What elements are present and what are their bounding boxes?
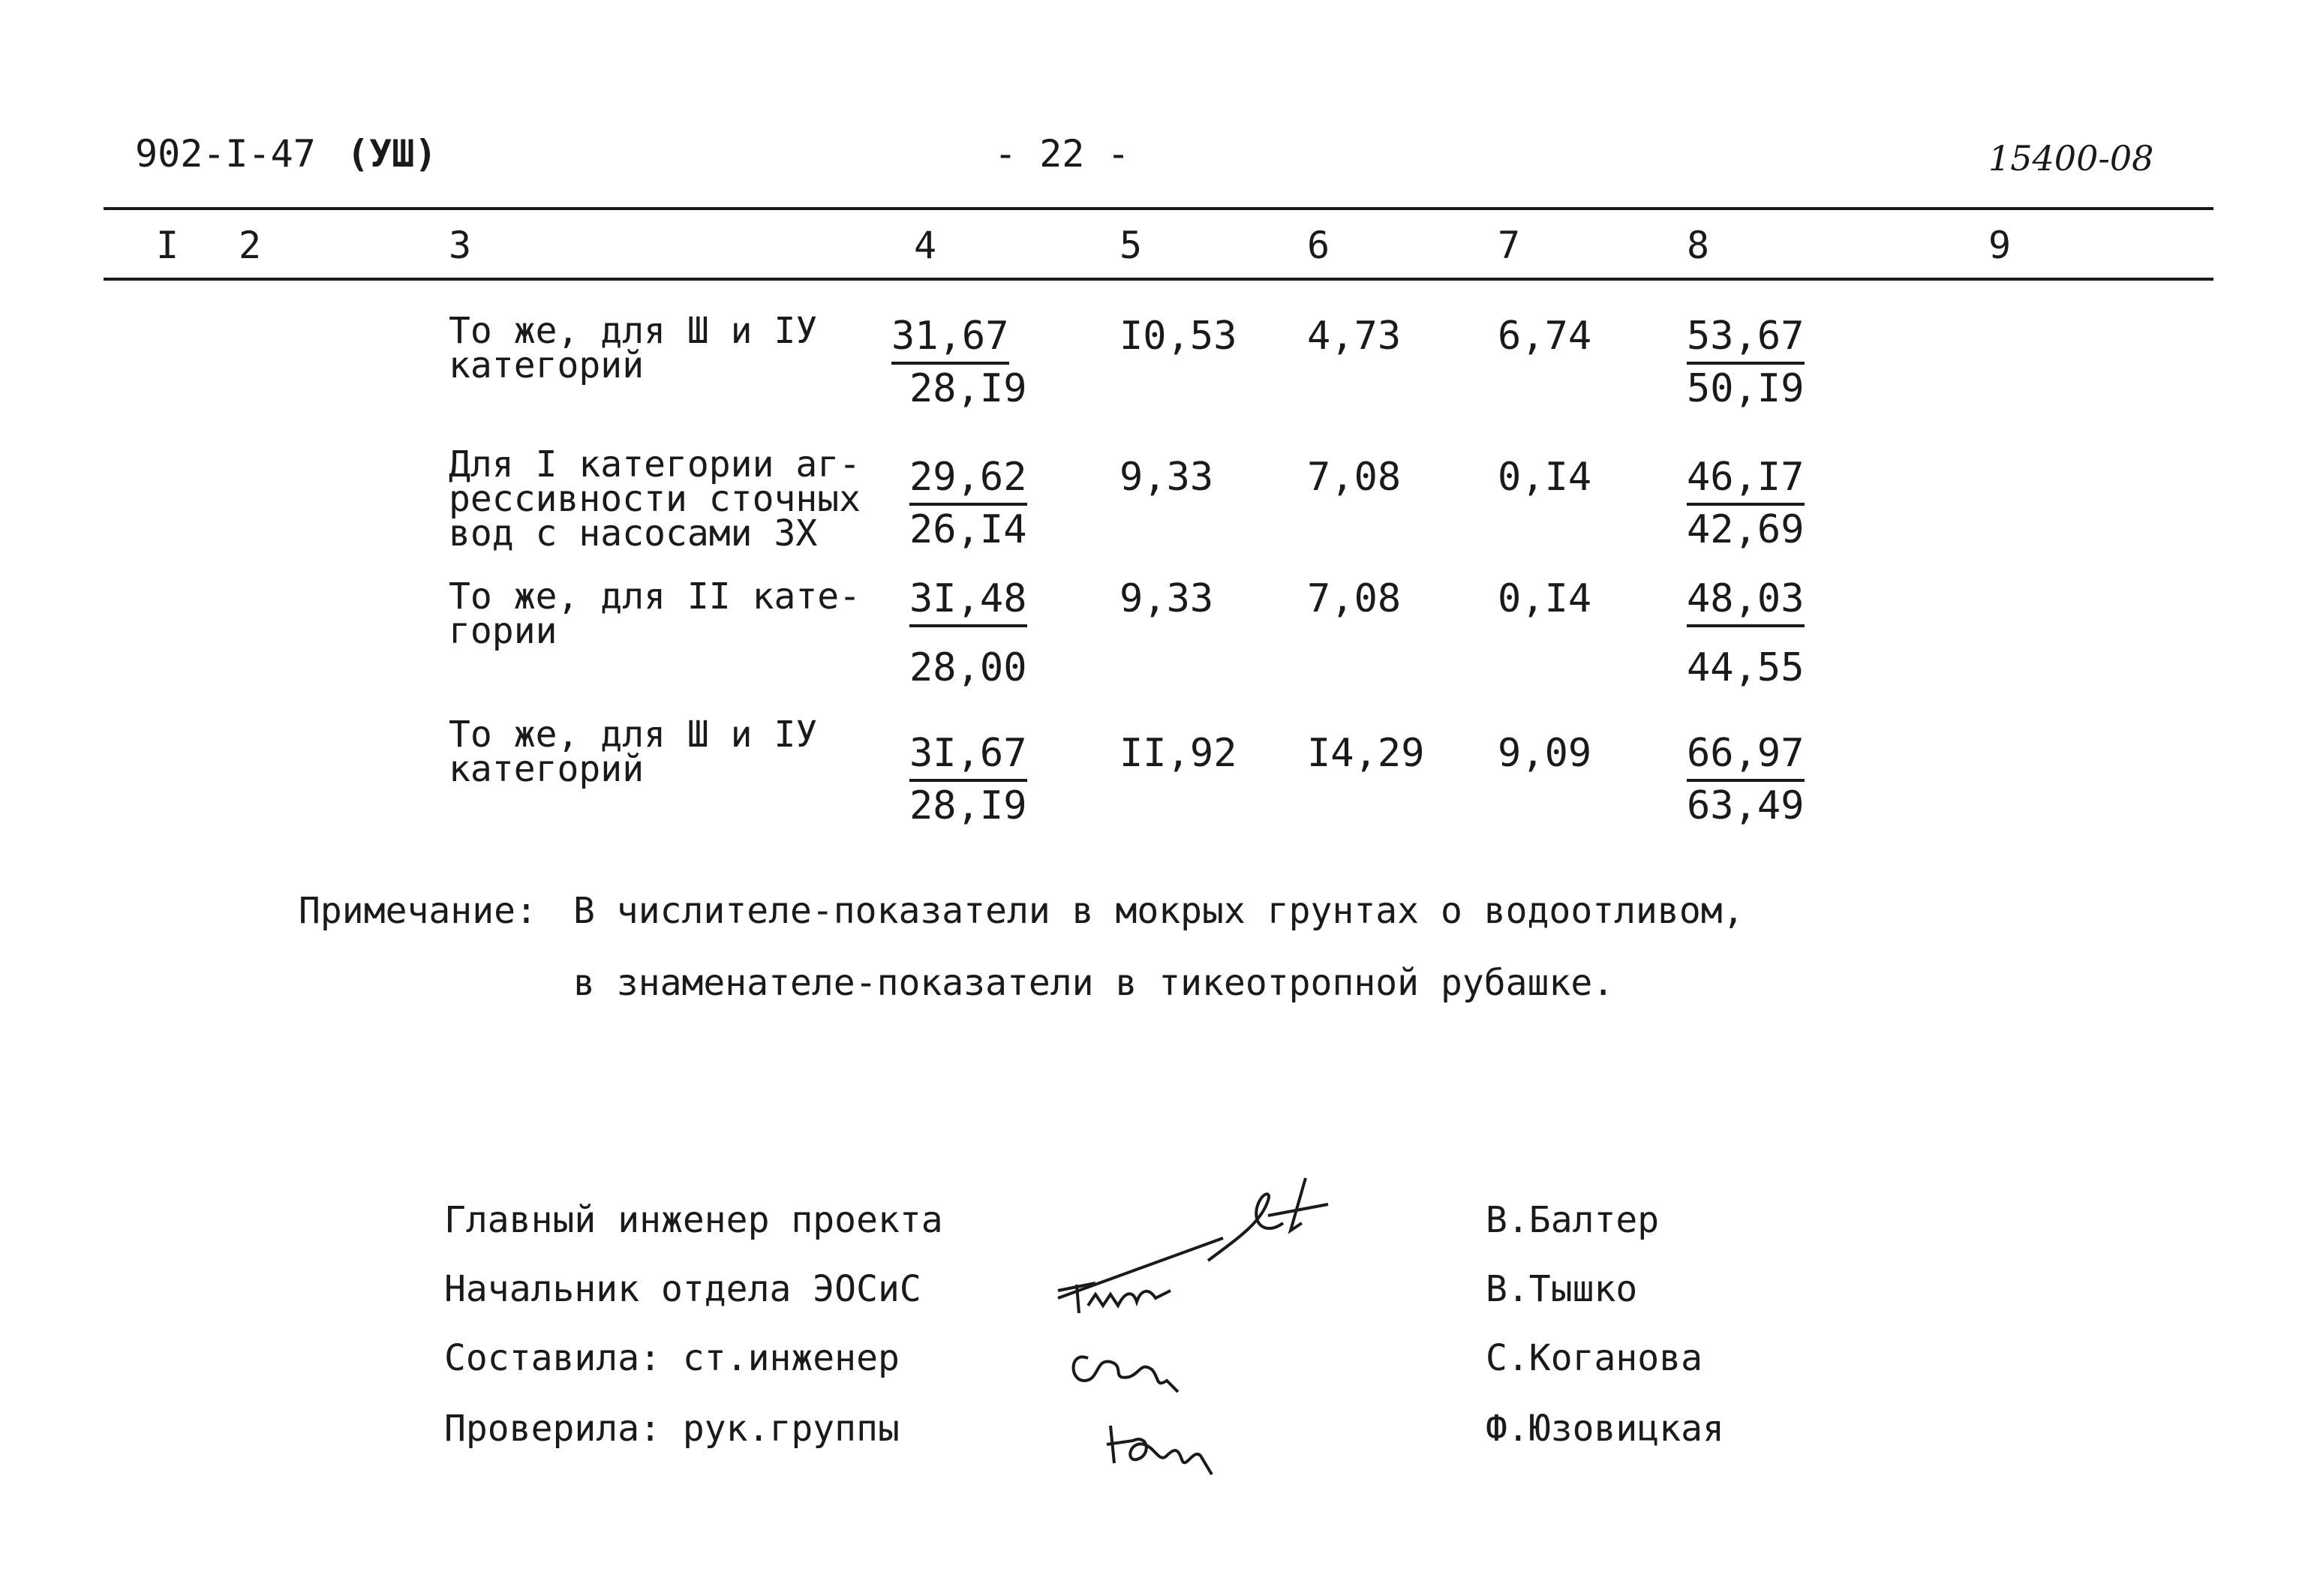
signatory-role-2: Начальник отдела ЭОСиС — [444, 1268, 921, 1310]
row4-col4-numerator: 3I,67 — [909, 731, 1027, 782]
row1-col7: 6,74 — [1498, 314, 1592, 359]
row1-col6: 4,73 — [1307, 314, 1402, 359]
row2-col4-numerator: 29,62 — [909, 455, 1027, 506]
row4-col4-denominator: 28,I9 — [909, 783, 1027, 828]
row2-col8-denominator: 42,69 — [1687, 507, 1805, 552]
signatory-role-4: Проверила: рук.группы — [444, 1408, 900, 1450]
row4-col7: 9,09 — [1498, 731, 1592, 776]
row4-col8-numerator: 66,97 — [1687, 731, 1805, 782]
signature-4-image — [1095, 1403, 1246, 1486]
doc-code: 902-I-47 — [135, 132, 316, 176]
row2-col6: 7,08 — [1307, 455, 1402, 500]
row2-description: Для I категории аг- рессивности сточных вод с насосами 3Х — [449, 443, 861, 555]
note-line-2: в знаменателе-показатели в тикеотропной рубашке. — [573, 962, 1615, 1004]
signatory-role-1: Главный инженер проекта — [444, 1199, 943, 1241]
col-header-2: 2 — [239, 224, 262, 267]
signatory-name-1: В.Балтер — [1486, 1199, 1660, 1241]
table-top-rule — [104, 207, 2213, 210]
row4-col5: II,92 — [1119, 731, 1237, 776]
row2-col8-numerator: 46,I7 — [1687, 455, 1805, 506]
row2-col5: 9,33 — [1119, 455, 1214, 500]
row1-col4-numerator: 31,67 — [891, 314, 1009, 365]
row3-col4-numerator: 3I,48 — [909, 576, 1027, 627]
row3-col5: 9,33 — [1119, 576, 1214, 621]
page-number: - 22 - — [994, 132, 1130, 176]
row3-description: То же, для II кате- гории — [449, 576, 861, 652]
col-header-6: 6 — [1307, 224, 1330, 267]
col-header-1: I — [156, 224, 179, 267]
row1-description: То же, для Ш и IУ категорий — [449, 310, 818, 386]
note-label: Примечание: — [299, 890, 537, 932]
row3-col4-denominator: 28,00 — [909, 645, 1027, 690]
table-header-rule — [104, 278, 2213, 281]
row1-col5: I0,53 — [1119, 314, 1237, 359]
col-header-3: 3 — [449, 224, 472, 267]
row1-col4-denominator: 28,I9 — [909, 366, 1027, 411]
signatory-role-3: Составила: ст.инженер — [444, 1337, 900, 1379]
row1-col8-numerator: 53,67 — [1687, 314, 1805, 365]
row3-col8-denominator: 44,55 — [1687, 645, 1805, 690]
signatory-name-2: В.Тышко — [1486, 1268, 1638, 1310]
row3-col7: 0,I4 — [1498, 576, 1592, 621]
archive-stamp: 15400-08 — [1988, 138, 2154, 179]
row1-col8-denominator: 50,I9 — [1687, 366, 1805, 411]
col-header-9: 9 — [1988, 224, 2012, 267]
row4-description: То же, для Ш и IУ категорий — [449, 714, 818, 790]
note-line-1: В числителе-показатели в мокрых грунтах о водоотливом, — [573, 890, 1745, 932]
signatory-name-3: С.Коганова — [1486, 1337, 1702, 1379]
col-header-7: 7 — [1498, 224, 1521, 267]
row4-col6: I4,29 — [1307, 731, 1425, 776]
col-header-8: 8 — [1687, 224, 1710, 267]
col-header-5: 5 — [1119, 224, 1143, 267]
row3-col6: 7,08 — [1307, 576, 1402, 621]
signatory-name-4: Ф.Юзовицкая — [1486, 1408, 1724, 1450]
row4-col8-denominator: 63,49 — [1687, 783, 1805, 828]
col-header-4: 4 — [914, 224, 937, 267]
row2-col4-denominator: 26,I4 — [909, 507, 1027, 552]
signature-2-image — [1050, 1261, 1216, 1321]
row2-col7: 0,I4 — [1498, 455, 1592, 500]
row3-col8-numerator: 48,03 — [1687, 576, 1805, 627]
signature-3-image — [1065, 1336, 1201, 1411]
album-code: (УШ) — [347, 132, 437, 176]
